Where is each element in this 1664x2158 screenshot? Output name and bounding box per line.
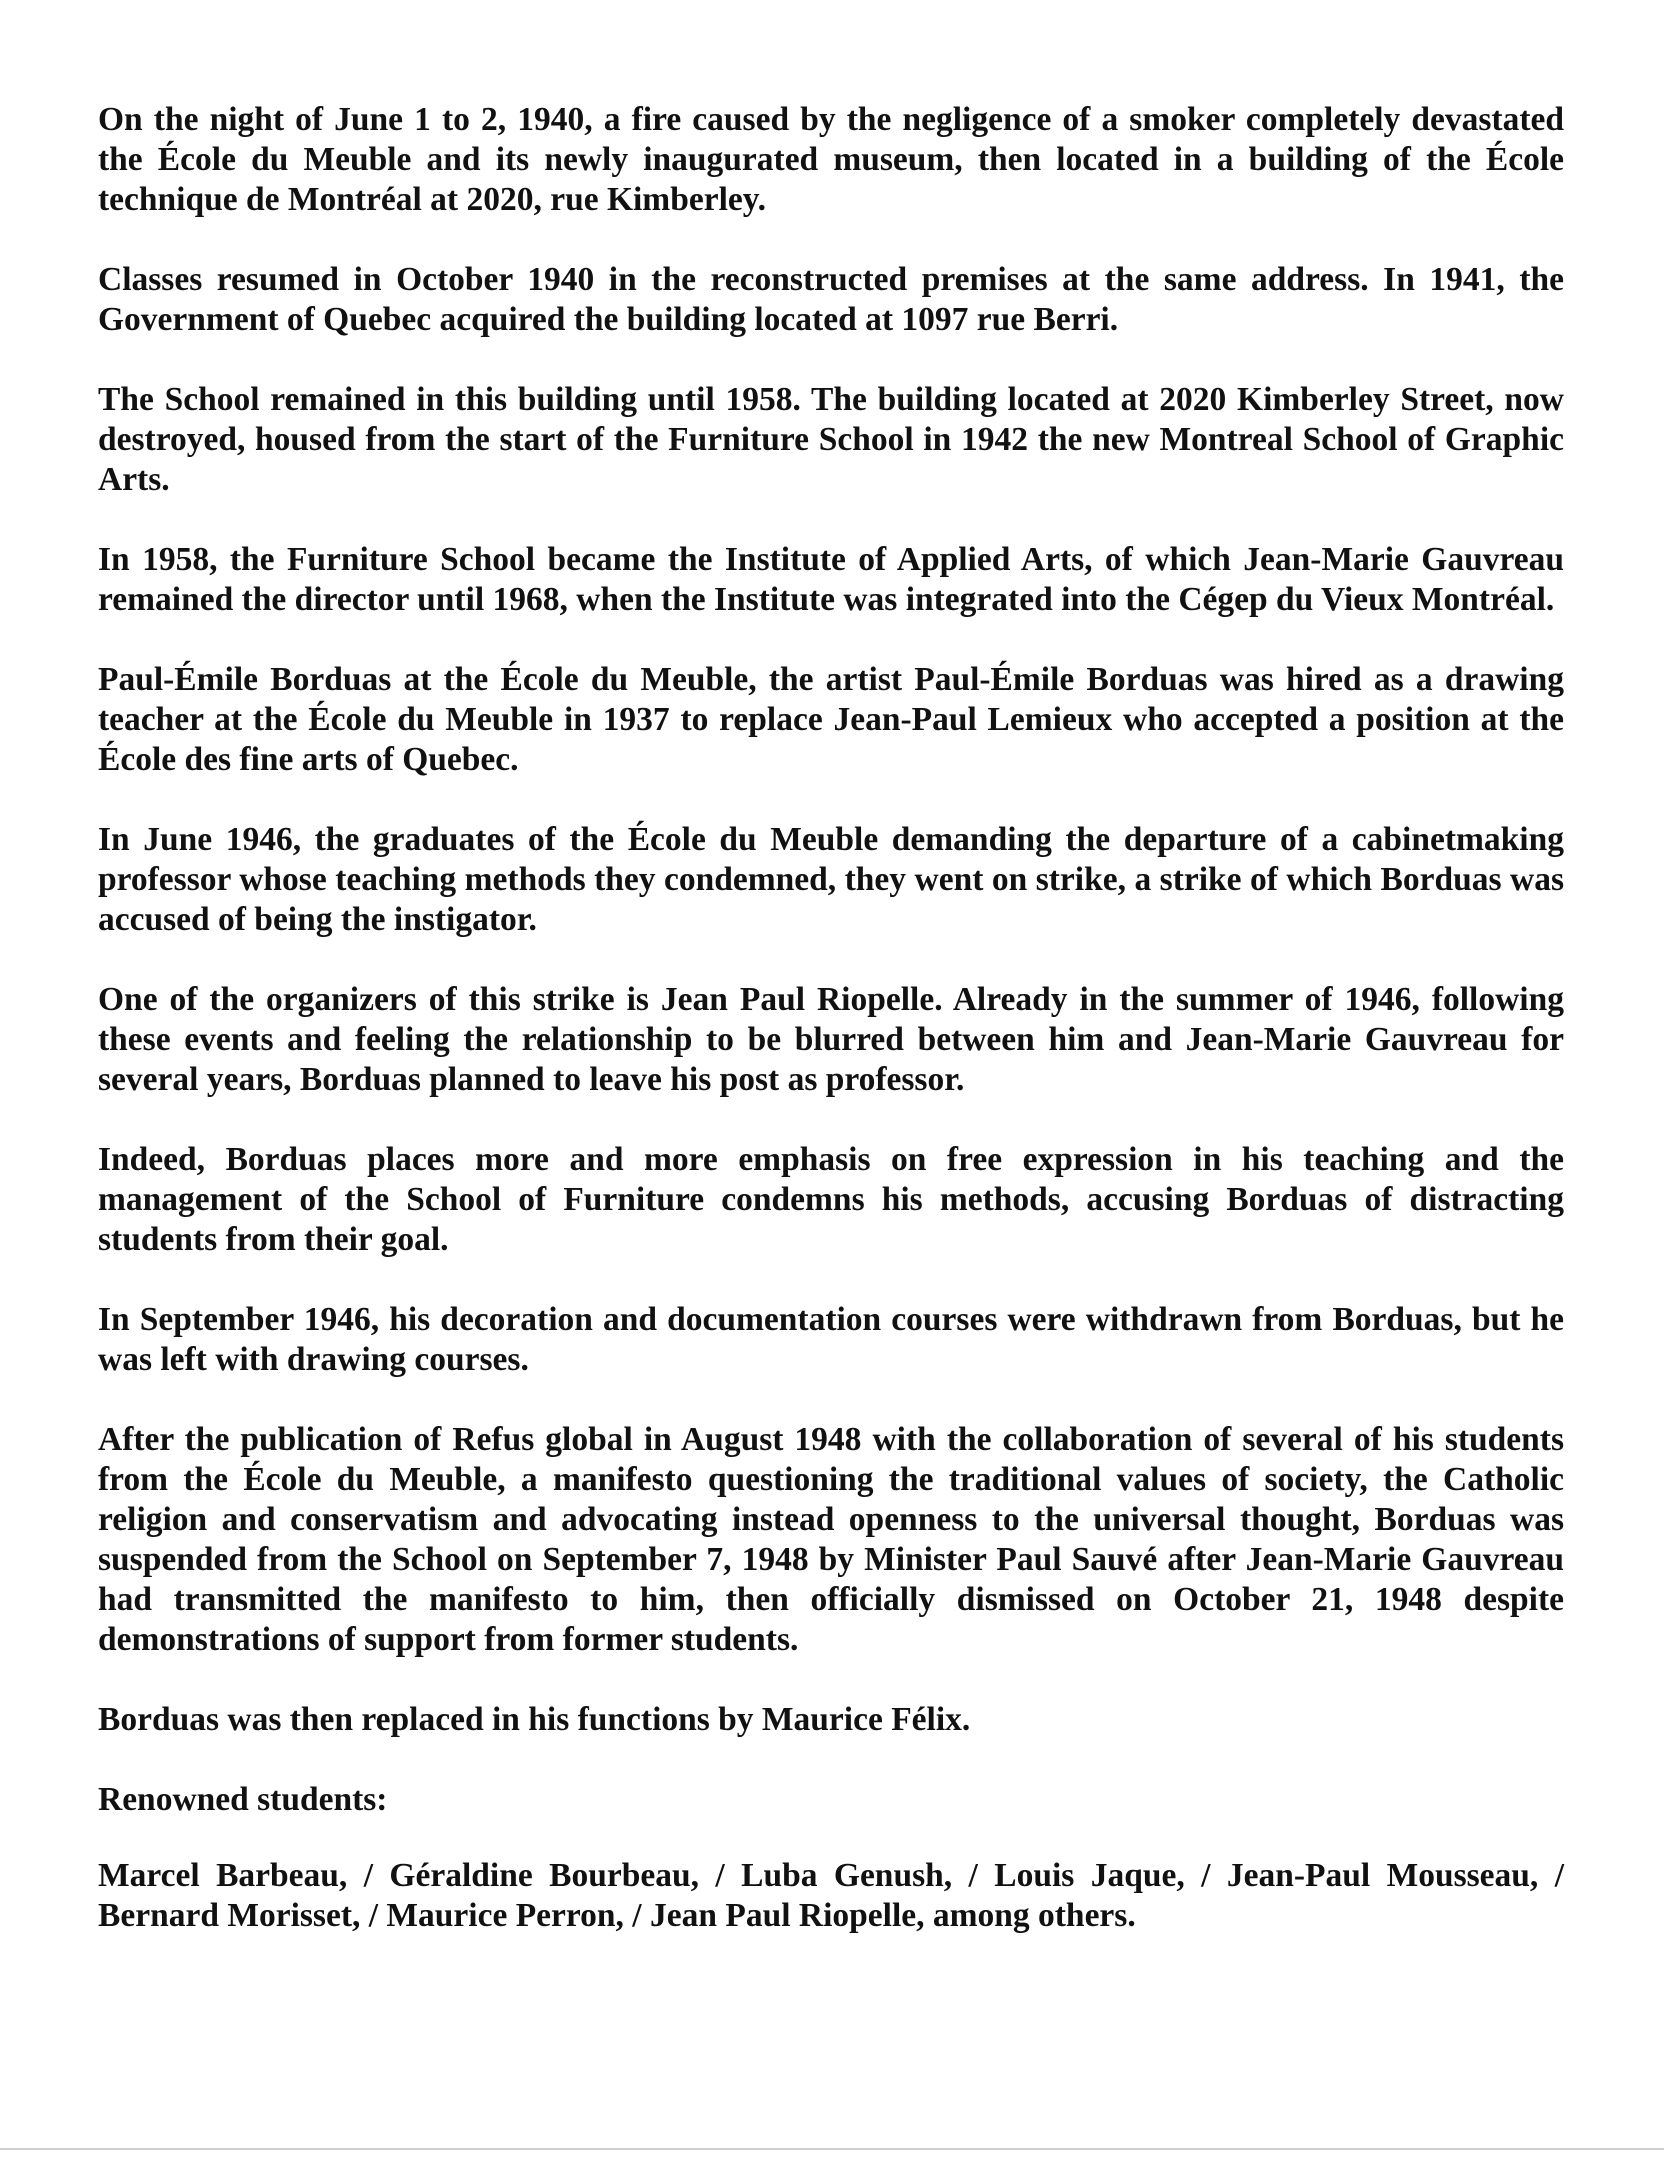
- renowned-students-list: Marcel Barbeau, / Géraldine Bourbeau, / Luba Genush, / Louis Jaque, / Jean-Paul Mousseau, / Bernard Morisset, / Maurice Perron, / Jean Paul Riopelle, among others.: [98, 1857, 1564, 1934]
- paragraph-riopelle-organizer: One of the organizers of this strike is Jean Paul Riopelle. Already in the summer of 1946, following these events and feeling the relationship to be blurred between him and Jean-Marie Gauvreau for several years, Borduas planned to leave his post as professor.: [98, 981, 1564, 1098]
- paragraph-courses-withdrawn: In September 1946, his decoration and documentation courses were withdrawn from Borduas, but he was left with drawing courses.: [98, 1301, 1564, 1378]
- paragraph-strike-1946: In June 1946, the graduates of the École du Meuble demanding the departure of a cabinetmaking professor whose teaching methods they condemned, they went on strike, a strike of which Borduas was accused of being the instigator.: [98, 821, 1564, 938]
- paragraph-school-building: The School remained in this building until 1958. The building located at 2020 Kimberley Street, now destroyed, housed from the start of the Furniture School in 1942 the new Montreal School of Graphic Arts.: [98, 381, 1564, 498]
- paragraph-institute-applied-arts: In 1958, the Furniture School became the Institute of Applied Arts, of which Jean-Marie Gauvreau remained the director until 1968, when the Institute was integrated into the Cégep du Vieux Montréal.: [98, 541, 1564, 618]
- renowned-students-heading: Renowned students:: [98, 1781, 388, 1818]
- document-page: [98, 100, 1564, 1936]
- paragraph-classes-resumed: Classes resumed in October 1940 in the reconstructed premises at the same address. In 1941, the Government of Quebec acquired the building located at 1097 rue Berri.: [98, 261, 1564, 338]
- paragraph-replaced-by-felix: Borduas was then replaced in his functions by Maurice Félix.: [98, 1701, 971, 1738]
- paragraph-fire-1940: On the night of June 1 to 2, 1940, a fire caused by the negligence of a smoker completely devastated the École du Meuble and its newly inaugurated museum, then located in a building of the École technique de Montréal at 2020, rue Kimberley.: [98, 101, 1564, 218]
- paragraph-refus-global: After the publication of Refus global in August 1948 with the collaboration of several of his students from the École du Meuble, a manifesto questioning the traditional values of society, the Catholic religion and conservatism and advocating instead openness to the universal thought, Borduas was suspended from the School on September 7, 1948 by Minister Paul Sauvé after Jean-Marie Gauvreau had transmitted the manifesto to him, then officially dismissed on October 21, 1948 despite demonstrations of support from former students.: [98, 1421, 1564, 1658]
- page-bottom-rule: [0, 2148, 1664, 2150]
- paragraph-borduas-hired: Paul-Émile Borduas at the École du Meuble, the artist Paul-Émile Borduas was hired as a drawing teacher at the École du Meuble in 1937 to replace Jean-Paul Lemieux who accepted a position at the École des fine arts of Quebec.: [98, 661, 1564, 778]
- paragraph-free-expression: Indeed, Borduas places more and more emphasis on free expression in his teaching and the management of the School of Furniture condemns his methods, accusing Borduas of distracting students from their goal.: [98, 1141, 1564, 1258]
